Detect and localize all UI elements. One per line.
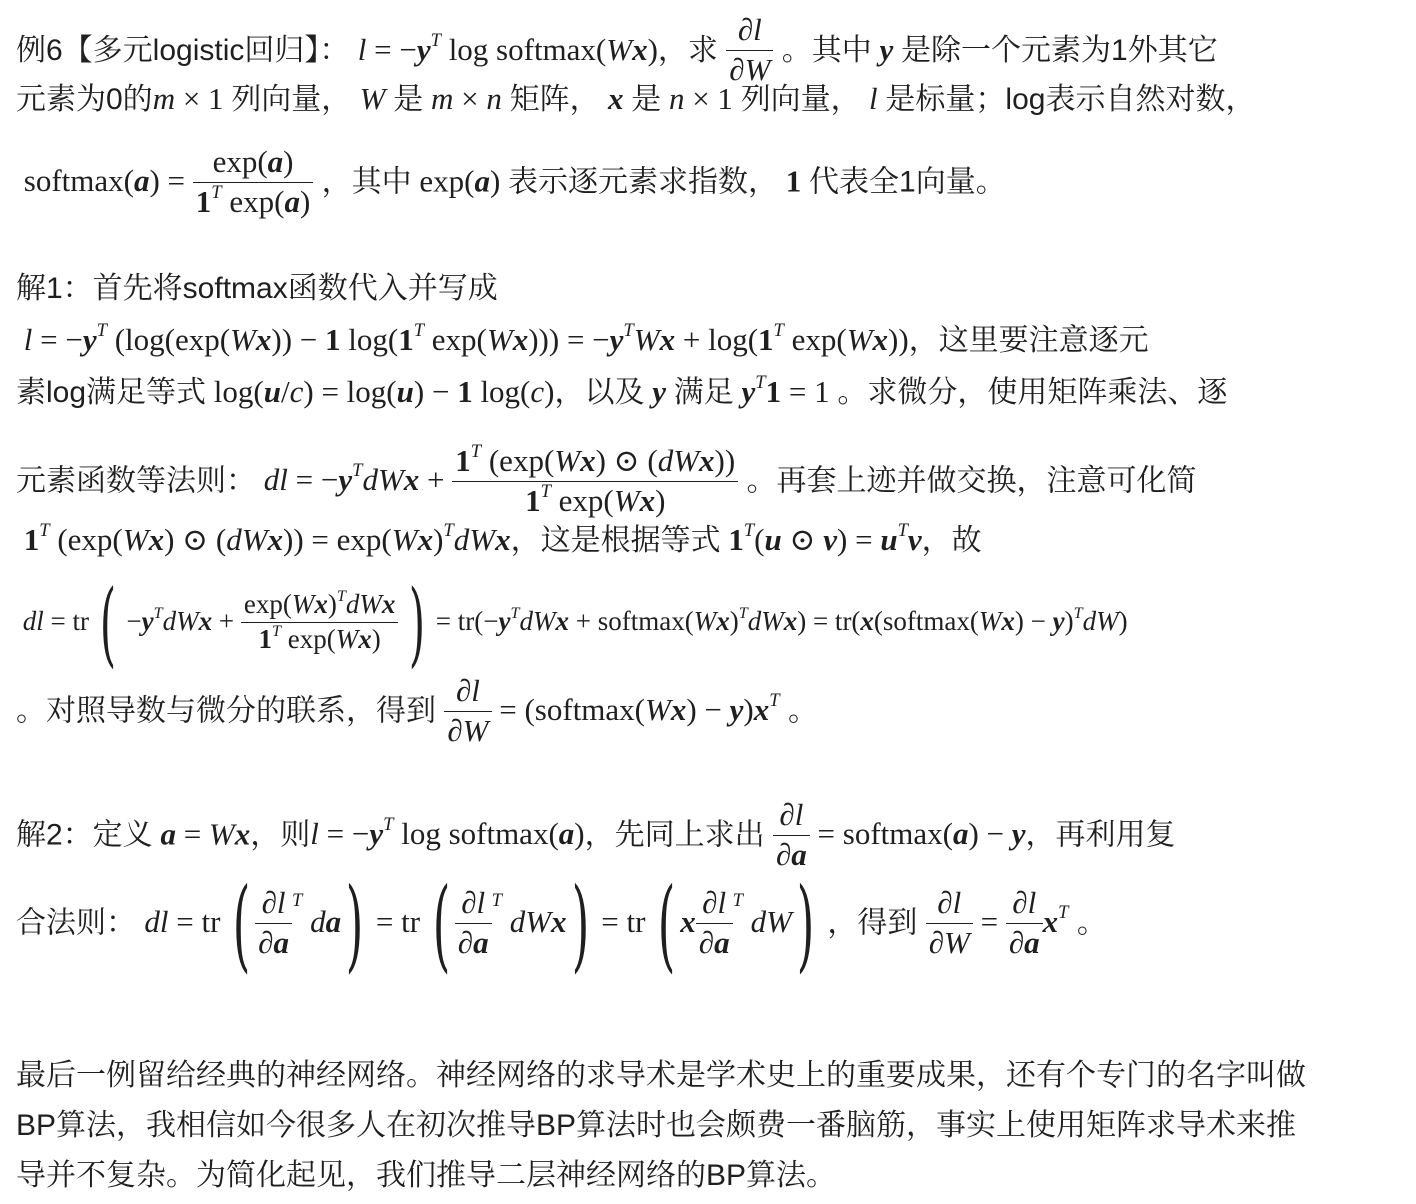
find-text: ，求 — [657, 34, 718, 68]
example-line-3: softmax(a) = $\frac{\exp(a)}{1^T \exp(a)}$ ，其中 exp(a) 表示逐元素求指数， 1 代表全1向量。 — [16, 144, 1006, 219]
loss-formula: $l = -y^T$ log softmax(Wx) — [357, 30, 658, 68]
solution1-line-4: $1^T$ (exp(Wx) ⊙ $(dWx)) = \exp(Wx)^TdWx$，这是根据等式 $1^T(u$ ⊙ $v) = u^Tv$，故 — [23, 520, 982, 557]
solution1-heading: 解1：首先将softmax函数代入并写成 — [16, 272, 498, 305]
solution2-line-2: 合法则： dl = tr ( $\frac{\partial l}{\partial a}$ $^T$ da) = tr ( $\frac{\partial l}{\partial a}$ $^T$ dWx) = tr ( x $\frac{\partial l}{\partial a}$ $^T$ dW) ，得到 $\frac{\partial l}{\partial W}$ = $\frac{\partial l}{\partial a}$ $x^T$ 。 — [16, 866, 1107, 984]
solution2-line-1: 解2：定义 a = Wx，则$l = -y^T$ log softmax(a)，先同上求出 $\frac{\partial l}{\partial a}$ = softmax(a) − y，再利用复 — [16, 797, 1176, 872]
solution1-line-3: 元素函数等法则： dl = $-y^TdWx$ + $\frac{1^T (\exp(Wx) ⊙ (dWx))}{1^T \exp(Wx)}$ 。再套上迹并做交换，注意可化简 — [16, 441, 1197, 518]
solution1-line-5: dl = tr ( $-y^TdWx$ + $\frac{\exp(Wx)^TdWx}{1^T \exp(Wx)}$ ) = $tr(-y^TdWx$ + $softmax(Wx)^TdWx$) = tr(x(softmax(Wx) − y)$^T$dW) — [22, 570, 1128, 678]
closing-line-1: 最后一例留给经典的神经网络。神经网络的求导术是学术史上的重要成果，还有个专门的名字叫做 — [16, 1059, 1306, 1092]
example-line-1: 例6【多元logistic回归】： $l = -y^T$ log softmax(Wx)，求 $\frac{\partial l}{\partial W}$ 。其中 y 是除一个元素为1外其它 — [16, 13, 1218, 92]
example-line-2: 元素为0的m × 1 列向量， W 是 m × n 矩阵， x 是 n × 1 列向量， l 是标量；log表示自然对数， — [16, 81, 1256, 116]
example-heading: 例6【多元logistic回归】： — [16, 34, 350, 68]
solution1-line-2: 素log满足等式 log(u/c) = log(u) − 1 log(c)，以及 y 满足 $y^T1 = 1$ 。求微分，使用矩阵乘法、逐 — [16, 372, 1228, 409]
solution1-line-1: $l = -y^T$ (log(exp(Wx)) − 1 $\log(1^T$ $\exp(Wx))) = -y^TWx + \log(1^T$ exp(Wx))，这里要注意逐元 — [23, 320, 1149, 357]
softmax-definition: softmax(a) = $\frac{\exp(a)}{1^T \exp(a)}$ — [16, 163, 313, 198]
solution1-line-6: 。对照导数与微分的联系，得到 $\frac{\partial l}{\partial W}$ = (softmax(Wx) − $y)x^T$ 。 — [16, 673, 818, 748]
closing-line-2: BP算法，我相信如今很多人在初次推导BP算法时也会颇费一番脑筋，事实上使用矩阵求导术来推 — [16, 1109, 1297, 1142]
closing-line-3: 导并不复杂。为简化起见，我们推导二层神经网络的BP算法。 — [16, 1159, 837, 1192]
dl-dW-fraction: $\frac{\partial l}{\partial W}$ — [726, 11, 773, 90]
